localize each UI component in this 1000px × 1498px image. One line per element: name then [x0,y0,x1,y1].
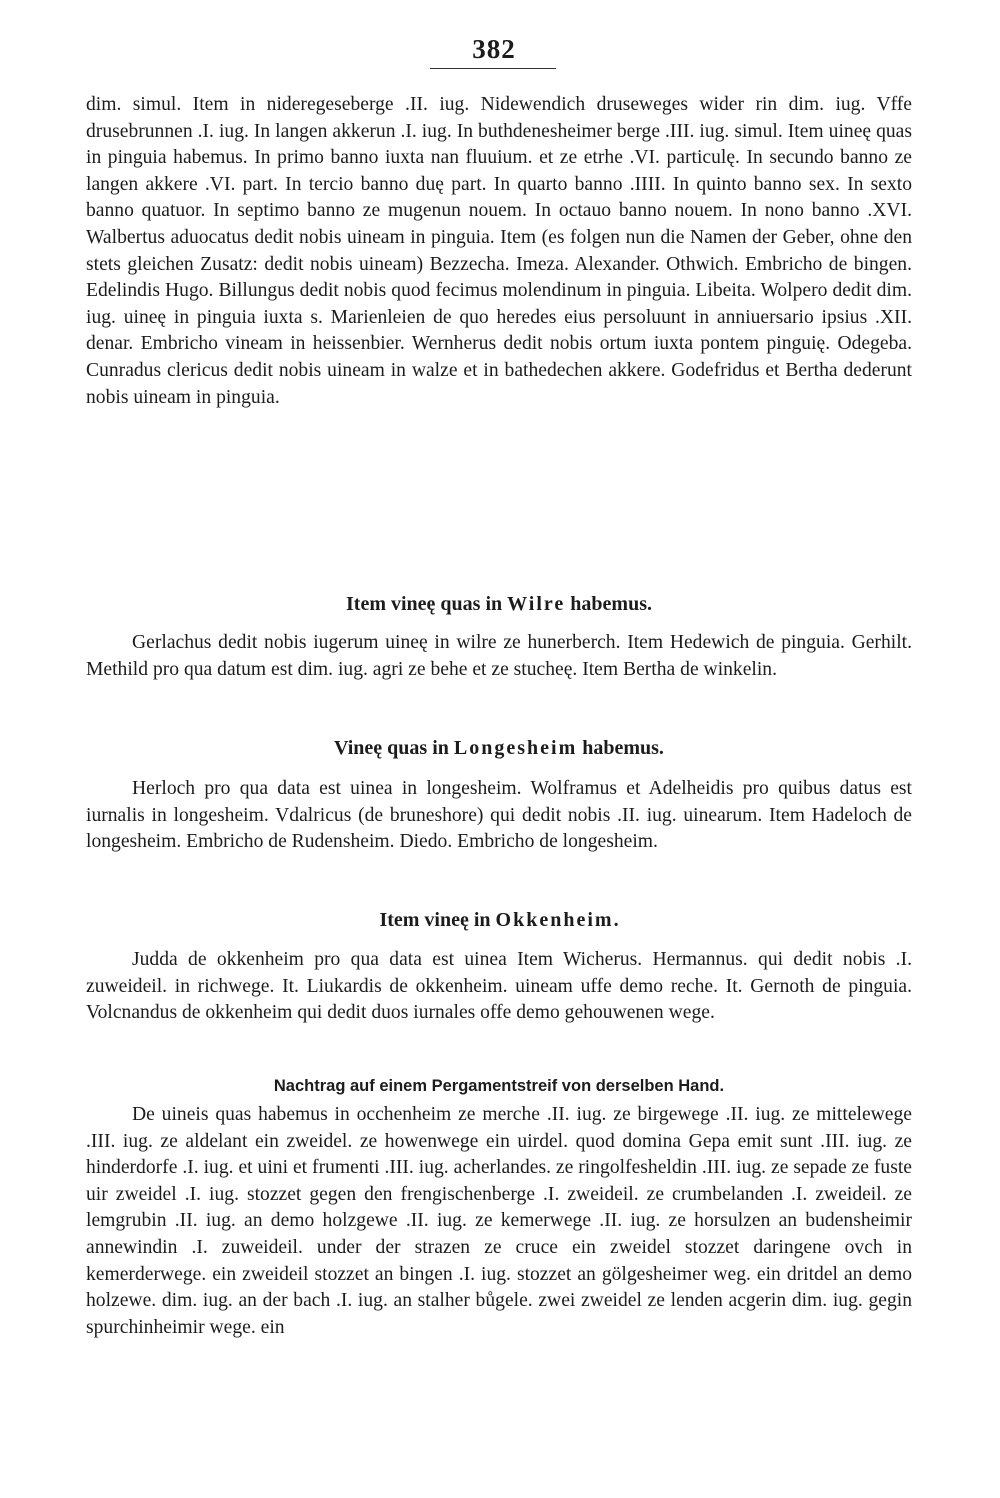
heading-longesheim-prefix: Vineę quas in [334,737,454,759]
heading-longesheim-suffix: habemus. [577,737,664,759]
heading-okkenheim [86,909,912,932]
text-block-longesheim: Herloch pro qua data est uinea in longesheim. Wolframus et Adelheidis pro quibus datus est iurnalis in longesheim. Vdalricus (de bruneshore) qui dedit nobis .II. iug. uinearum. Item Hadeloch de longesheim. Embricho de Rudensheim. Diedo. Embricho de longesheim. [86,778,912,853]
heading-wilre-prefix: Item vineę quas in [346,593,508,615]
note-heading: Nachtrag auf einem Pergamentstreif von derselben Hand. [273,1077,725,1095]
text-block-nachtrag: De uineis quas habemus in occhenheim ze merche .II. iug. ze birgewege .II. iug. ze mittelewege .III. iug. ze aldelant ein zweidel. ze howenwege ein uirdel. quod domina Gepa emit sunt .III. iug. ze hinderdorfe .I. iug. et uini et frumenti .III. iug. acherlandes. ze ringolfesheldin .III. iug. ze sepade ze fuste uir zweidel .I. iug. stozzet gegen den frengischenberge .I. zweideil. ze crumbelanden .I. zweideil. ze lemgrubin .II. iug. an demo holzgewe .II. iug. ze kemerwege .II. iug. ze horsulzen an budensheimir annewindin .I. zuweideil. under der strazen ze cruce ein zweidel stozzet daringene ovch in kemerderwege. ein zweideil stozzet an bingen .I. iug. stozzet an gölgesheimer weg. ein dritdel an demo holzewe. dim. iug. an der bach .I. iug. an stalher bůgele. zwei zweidel ze lenden acgerin dim. iug. gegin spurchinheimir wege. ein [86,1104,912,1338]
heading-wilre-suffix: habemus. [565,593,652,615]
heading-okkenheim-place: Okkenheim [495,909,614,931]
header-rule [430,68,556,69]
page-number: 382 [472,34,516,64]
heading-wilre [86,593,912,616]
text-block-pinguia: dim. simul. Item in nideregeseberge .II. iug. Nidewendich druseweges wider rin dim. iug. Vffe drusebrunnen .I. iug. In langen akkerun .I. iug. In buthdenesheimer berge .III. iug. simul. Item uineę quas in pinguia habemus. In primo banno iuxta nan fluuium. et ze etrhe .VI. particulę. In secundo banno ze langen akkere .VI. part. In tercio banno duę part. In quarto banno .IIII. In quinto banno sex. In sexto banno quatuor. In septimo banno ze mugenun nouem. In octauo banno nouem. In nono banno .XVI. Walbertus aduocatus dedit nobis uineam in pinguia. Item (es folgen nun die Namen der Geber, ohne den stets gleichen Zusatz: dedit nobis uineam) Bezzecha. Imeza. Alexander. Othwich. Embricho de bingen. Edelindis Hugo. Billungus dedit nobis quod fecimus molendinum in pinguia. Libeita. Wolpero dedit dim. iug. uineę in pinguia iuxta s. Marienleien de quo heredes eius persoluunt in anniuersario ipsius .XII. denar. Embricho vineam in heissenbier. Wernherus dedit nobis ortum iuxta pontem pinguię. Odegeba. Cunradus clericus dedit nobis uineam in walze et in bathedechen akkere. Godefridus et Bertha dederunt nobis uineam in pinguia. [86,94,912,408]
heading-wilre-place: Wilre [507,593,566,615]
heading-okkenheim-suffix: . [613,909,619,931]
heading-okkenheim-prefix: Item vineę in [379,909,496,931]
text-block-wilre: Gerlachus dedit nobis iugerum uineę in wilre ze hunerberch. Item Hedewich de pinguia. Gerhilt. Methild pro qua datum est dim. iug. agri ze behe et ze stucheę. Item Bertha de winkelin. [86,632,912,680]
text-block-okkenheim: Judda de okkenheim pro qua data est uinea Item Wicherus. Hermannus. qui dedit nobis .I. zuweideil. in richwege. It. Liukardis de okkenheim. uineam uffe demo reche. It. Gernoth de pinguia. Volcnandus de okkenheim qui dedit duos iurnales offe demo gehouwenen wege. [86,949,912,1024]
heading-longesheim [86,737,912,760]
heading-longesheim-place: Longesheim [453,737,578,759]
